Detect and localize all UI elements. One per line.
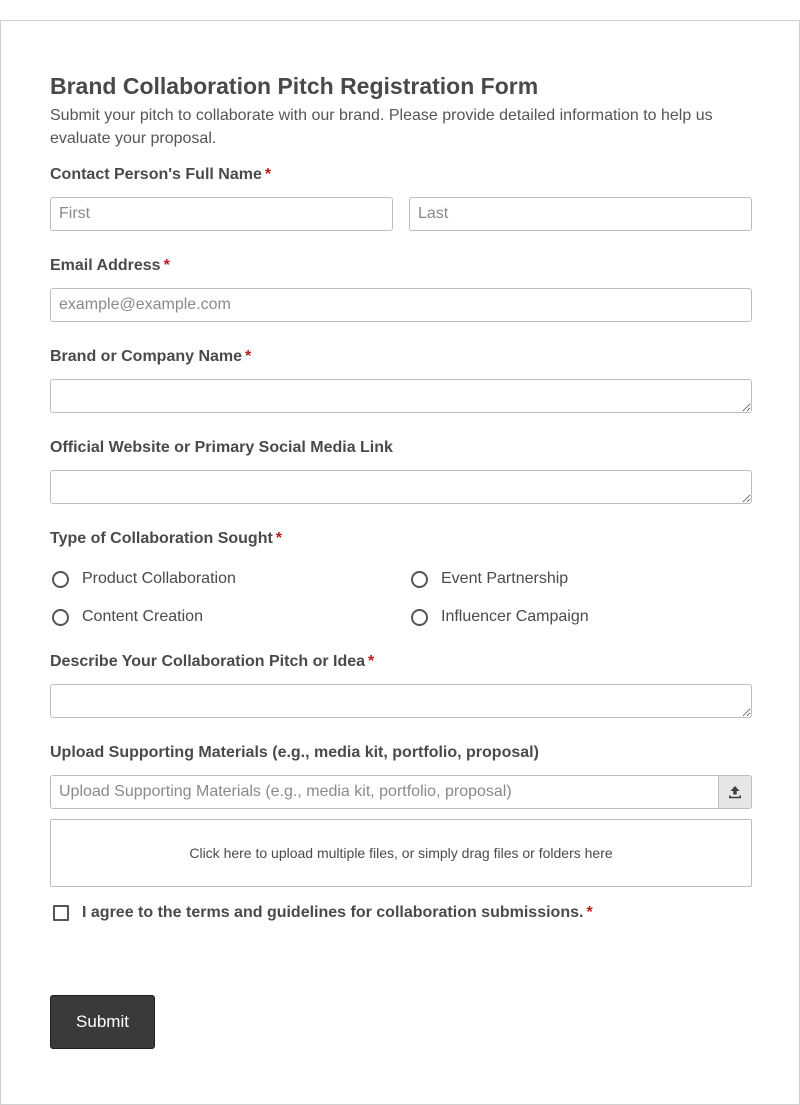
- upload-label-text: Upload Supporting Materials (e.g., media kit, portfolio, proposal): [50, 744, 539, 761]
- radio-circle[interactable]: [52, 609, 69, 626]
- upload-field[interactable]: [50, 775, 752, 809]
- submit-button[interactable]: Submit: [50, 995, 155, 1049]
- required-asterisk: *: [586, 904, 593, 921]
- company-name-textarea[interactable]: [50, 379, 752, 413]
- company-label: [50, 348, 251, 366]
- required-asterisk: *: [245, 348, 252, 365]
- email-input[interactable]: [50, 288, 752, 322]
- form-description: Submit your pitch to collaborate with our brand. Please provide detailed information to help us evaluate your proposal.: [50, 107, 713, 147]
- first-name-input[interactable]: [50, 197, 393, 231]
- radio-label: Event Partnership: [441, 570, 569, 587]
- page-title: Brand Collaboration Pitch Registration Form: [50, 73, 539, 99]
- email-label: [50, 257, 170, 275]
- agree-label: [82, 904, 593, 922]
- upload-label: [50, 744, 539, 762]
- radio-circle[interactable]: [52, 571, 69, 588]
- dropzone-text: Click here to upload multiple files, or simply drag files or folders here: [189, 845, 613, 861]
- radio-product-collaboration[interactable]: [50, 567, 236, 591]
- upload-placeholder: Upload Supporting Materials (e.g., media kit, portfolio, proposal): [59, 783, 512, 800]
- radio-influencer-campaign[interactable]: [409, 605, 589, 629]
- radio-content-creation[interactable]: [50, 605, 203, 629]
- file-dropzone[interactable]: [50, 819, 752, 887]
- required-asterisk: *: [275, 530, 283, 547]
- pitch-label-text: Describe Your Collaboration Pitch or Idea: [50, 653, 366, 670]
- required-asterisk: *: [163, 257, 170, 274]
- pitch-label: [50, 653, 374, 671]
- agree-label-text: I agree to the terms and guidelines for collaboration submissions.: [82, 904, 584, 921]
- full-name-label: [50, 166, 271, 184]
- collab-type-label-text: Type of Collaboration Sought: [50, 530, 273, 547]
- required-asterisk: *: [264, 166, 272, 183]
- radio-label: Product Collaboration: [82, 570, 236, 587]
- radio-label: Influencer Campaign: [441, 608, 589, 625]
- radio-circle[interactable]: [411, 609, 428, 626]
- required-asterisk: *: [368, 653, 375, 670]
- radio-circle[interactable]: [411, 571, 428, 588]
- agree-terms-checkbox[interactable]: [50, 901, 593, 925]
- company-label-text: Brand or Company Name: [50, 348, 243, 365]
- email-label-text: Email Address: [50, 257, 161, 274]
- form-card: [0, 20, 800, 1105]
- website-label: [50, 439, 393, 457]
- radio-event-partnership[interactable]: [409, 567, 568, 591]
- website-textarea[interactable]: [50, 470, 752, 504]
- radio-label: Content Creation: [82, 608, 203, 625]
- collab-type-label: [50, 530, 282, 548]
- website-label-text: Official Website or Primary Social Media Link: [50, 439, 393, 456]
- upload-icon: [727, 784, 743, 800]
- full-name-label-text: Contact Person's Full Name: [50, 166, 262, 183]
- pitch-textarea[interactable]: [50, 684, 752, 718]
- last-name-input[interactable]: [409, 197, 752, 231]
- checkbox-box[interactable]: [53, 905, 69, 921]
- upload-button[interactable]: [718, 776, 751, 808]
